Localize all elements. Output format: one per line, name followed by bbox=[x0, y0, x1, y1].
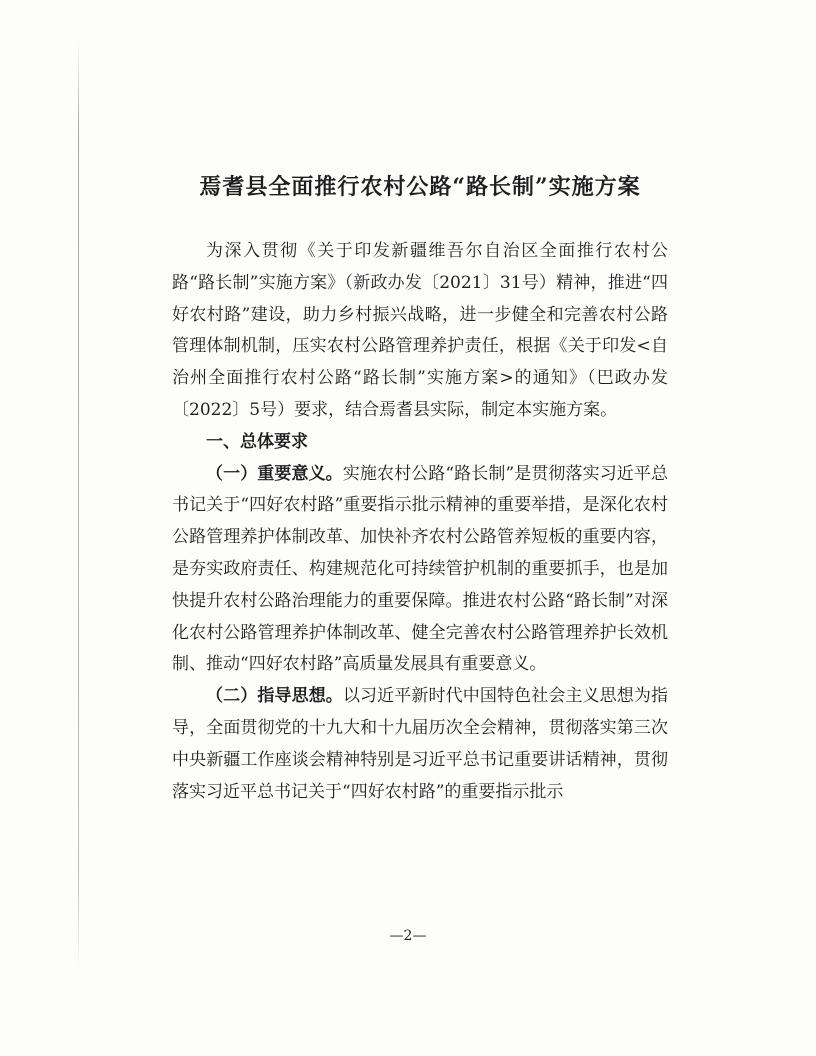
intro-paragraph: 为深入贯彻《关于印发新疆维吾尔自治区全面推行农村公路“路长制”实施方案》（新政办发〔2021〕31号）精神，推进“四好农村路”建设，助力乡村振兴战略，进一步健全和完善农村公路管理体制机制，压实农村公路管理养护责任，根据《关于印发<自治州全面推行农村公路“路长制”实施方案>的通知》（巴政办发〔2022〕5号）要求，结合焉耆县实际，制定本实施方案。 bbox=[172, 241, 668, 420]
item-importance-text: 实施农村公路“路长制”是贯彻落实习近平总书记关于“四好农村路”重要指示批示精神的重要举措，是深化农村公路管理养护体制改革、加快补齐农村公路管养短板的重要内容，是夯实政府责任、构建规范化可持续管护机制的重要抓手，也是加快提升农村公路治理能力的重要保障。推进农村公路“路长制”对深化农村公路管理养护体制改革、健全完善农村公路管理养护长效机制、推动“四好农村路”高质量发展具有重要意义。 bbox=[172, 463, 668, 675]
section-heading-general-requirements: 一、总体要求 bbox=[206, 431, 308, 452]
document-title: 焉耆县全面推行农村公路“路长制”实施方案 bbox=[199, 174, 641, 200]
document-body bbox=[172, 236, 668, 808]
item-guiding-thought-lead: （二）指导思想。 bbox=[206, 686, 343, 707]
item-importance-lead: （一）重要意义。 bbox=[206, 463, 343, 484]
item-importance-paragraph bbox=[172, 459, 668, 682]
page-number: —2— bbox=[389, 928, 427, 944]
item-guiding-thought-text: 以习近平新时代中国特色社会主义思想为指导，全面贯彻党的十九大和十九届历次全会精神，贯彻落实第三次中央新疆工作座谈会精神特别是习近平总书记重要讲话精神，贯彻落实习近平总书记关于“四好农村路”的重要指示批示 bbox=[172, 686, 669, 802]
item-guiding-thought-paragraph bbox=[172, 681, 668, 808]
scan-edge-line bbox=[78, 40, 79, 970]
